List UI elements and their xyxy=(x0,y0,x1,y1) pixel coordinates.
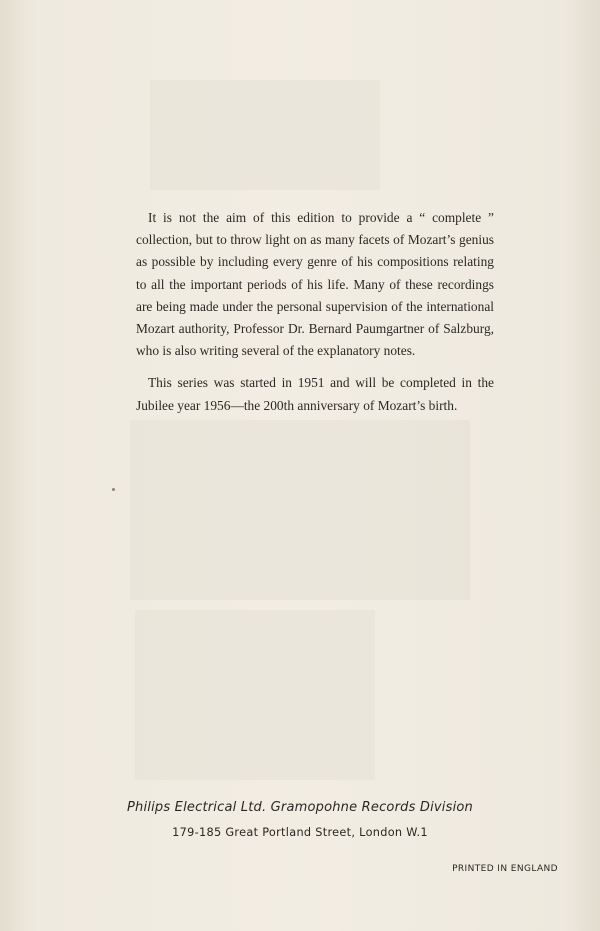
printed-in-label: PRINTED IN ENGLAND xyxy=(452,864,558,874)
show-through-block-bottom xyxy=(135,610,375,780)
footer-company: Philips Electrical Ltd. Gramopohne Records Division xyxy=(127,800,473,815)
paper-speck xyxy=(112,488,115,491)
paragraph-edition-aim: It is not the aim of this edition to provide a “ complete ” collection, but to throw light on as many facets of Mozart’s genius as possible by including every genre of his compositions relating to all the important periods of his life. Many of these recordings are being made under the personal supervision of the international Mozart authority, Professor Dr. Bernard Paumgartner of Salzburg, who is also writing several of the explanatory notes. xyxy=(136,210,494,359)
show-through-block-top xyxy=(150,80,380,190)
body-text xyxy=(136,207,494,427)
footer-address: 179-185 Great Portland Street, London W.1 xyxy=(172,826,428,839)
show-through-block-middle xyxy=(130,420,470,600)
paragraph-series-dates: This series was started in 1951 and will be completed in the Jubilee year 1956—the 200th anniversary of Mozart’s birth. xyxy=(136,375,494,413)
